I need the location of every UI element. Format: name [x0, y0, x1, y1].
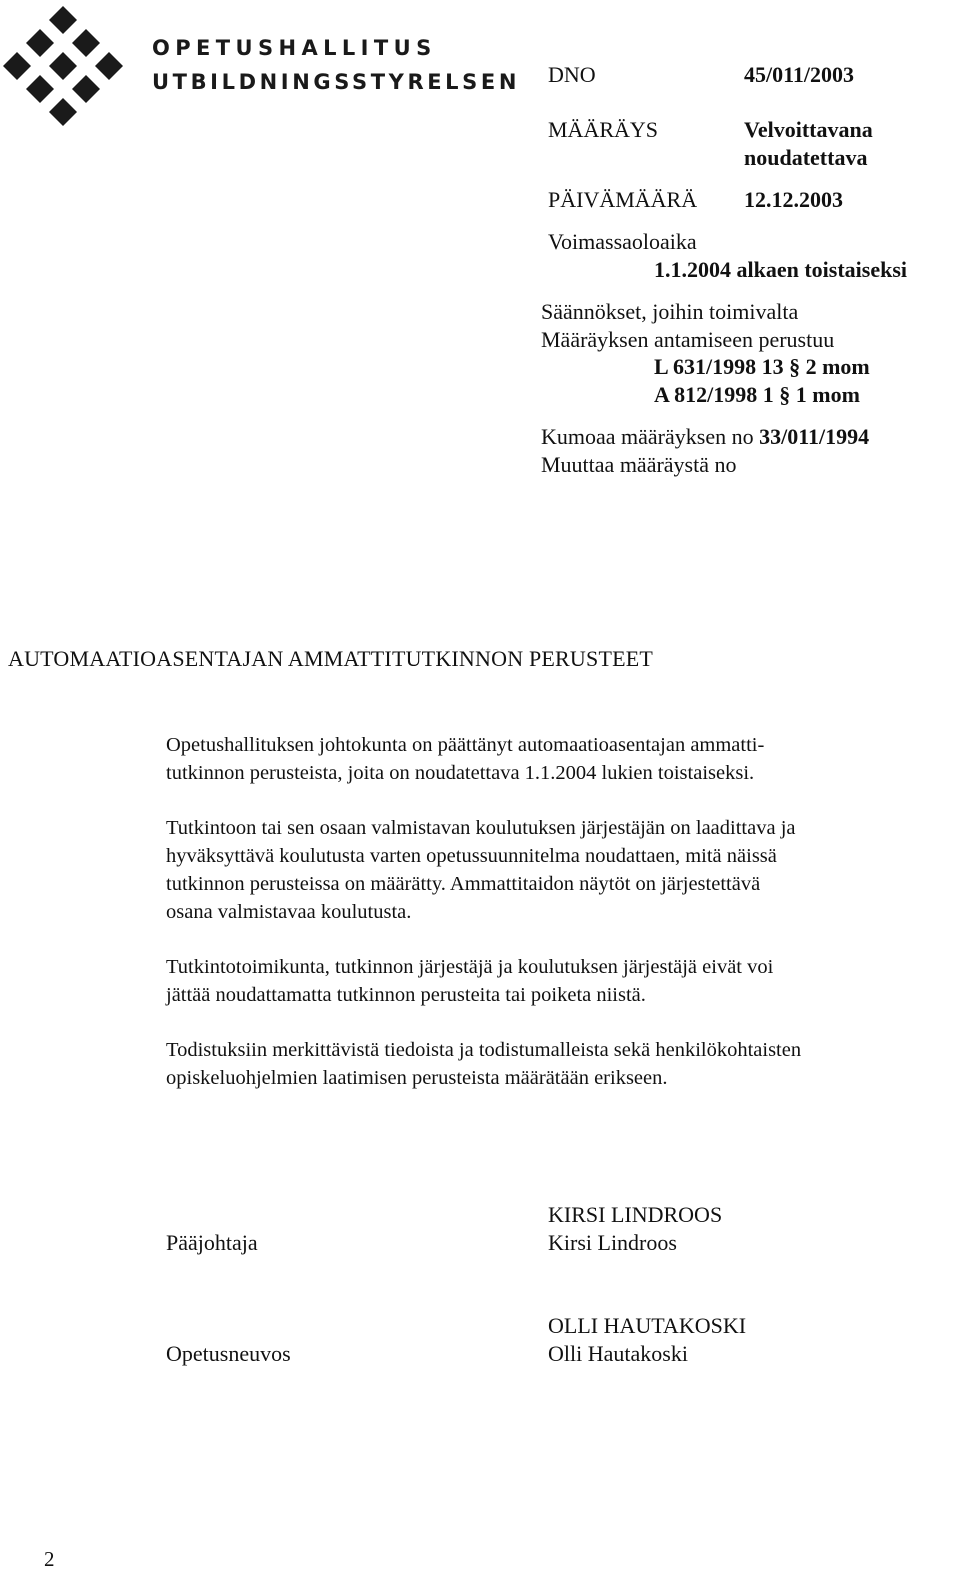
kumoaa-label: Kumoaa määräyksen no: [541, 424, 754, 449]
paragraph-line: Opetushallituksen johtokunta on päättänyt automaatioasentajan ammatti-: [166, 734, 765, 756]
law-reference-1: L 631/1998 13 § 2 mom: [654, 354, 870, 379]
paragraph-line: hyväksyttävä koulutusta varten opetussuunnitelma noudattaen, mitä näissä: [166, 845, 777, 867]
signer-name-upper: KIRSI LINDROOS: [548, 1202, 723, 1227]
paivamaara-value: 12.12.2003: [744, 187, 843, 212]
kumoaa-line: [541, 424, 869, 450]
paragraph-line: osana valmistavaa koulutusta.: [166, 901, 412, 923]
paragraph-1: [166, 731, 956, 787]
law-reference-2: A 812/1998 1 § 1 mom: [654, 382, 860, 407]
dno-value: 45/011/2003: [744, 62, 855, 87]
paivamaara-label: PÄIVÄMÄÄRÄ: [548, 187, 698, 212]
signer-title: Pääjohtaja: [166, 1230, 258, 1255]
opetushallitus-logo-icon: [0, 2, 126, 128]
paragraph-3: [166, 953, 956, 1009]
signer-title: Opetusneuvos: [166, 1341, 291, 1366]
maarays-label: MÄÄRÄYS: [548, 117, 659, 142]
paragraph-line: opiskeluohjelmien laatimisen perusteista määrätään erikseen.: [166, 1067, 668, 1089]
maarays-value-line2: noudatettava: [744, 145, 868, 170]
signer-name-upper: OLLI HAUTAKOSKI: [548, 1313, 747, 1338]
paragraph-line: Tutkintoon tai sen osaan valmistavan koulutuksen järjestäjän on laadittava ja: [166, 817, 796, 839]
kumoaa-value: 33/011/1994: [759, 424, 870, 449]
signer-name: Kirsi Lindroos: [548, 1230, 677, 1255]
paragraph-line: Todistuksiin merkittävistä tiedoista ja todistumalleista sekä henkilökohtaisten: [166, 1039, 802, 1061]
paragraph-line: Tutkintotoimikunta, tutkinnon järjestäjä ja koulutuksen järjestäjä eivät voi: [166, 956, 774, 978]
document-title: AUTOMAATIOASENTAJAN AMMATTITUTKINNON PERUSTEET: [8, 646, 654, 671]
logo-org-name-fi: OPETUSHALLITUS: [152, 36, 437, 60]
voimassaoloaika-label: Voimassaoloaika: [548, 229, 697, 254]
dno-label: DNO: [548, 62, 596, 87]
maarays-value-line1: Velvoittavana: [744, 117, 873, 142]
paragraph-line: tutkinnon perusteista, joita on noudatettava 1.1.2004 lukien toistaiseksi.: [166, 762, 755, 784]
logo-org-name-sv: UTBILDNINGSSTYRELSEN: [152, 70, 520, 94]
saannokset-line1: Säännökset, joihin toimivalta: [541, 299, 799, 324]
page-number: 2: [44, 1547, 55, 1571]
paragraph-4: [166, 1036, 956, 1092]
signer-name: Olli Hautakoski: [548, 1341, 688, 1366]
voimassaoloaika-value: 1.1.2004 alkaen toistaiseksi: [654, 257, 908, 282]
saannokset-line2: Määräyksen antamiseen perustuu: [541, 327, 835, 352]
paragraph-line: jättää noudattamatta tutkinnon perusteita tai poiketa niistä.: [166, 984, 646, 1006]
paragraph-line: tutkinnon perusteissa on määrätty. Ammattitaidon näytöt on järjestettävä: [166, 873, 761, 895]
muuttaa-label: Muuttaa määräystä no: [541, 452, 737, 477]
paragraph-2: [166, 814, 956, 926]
